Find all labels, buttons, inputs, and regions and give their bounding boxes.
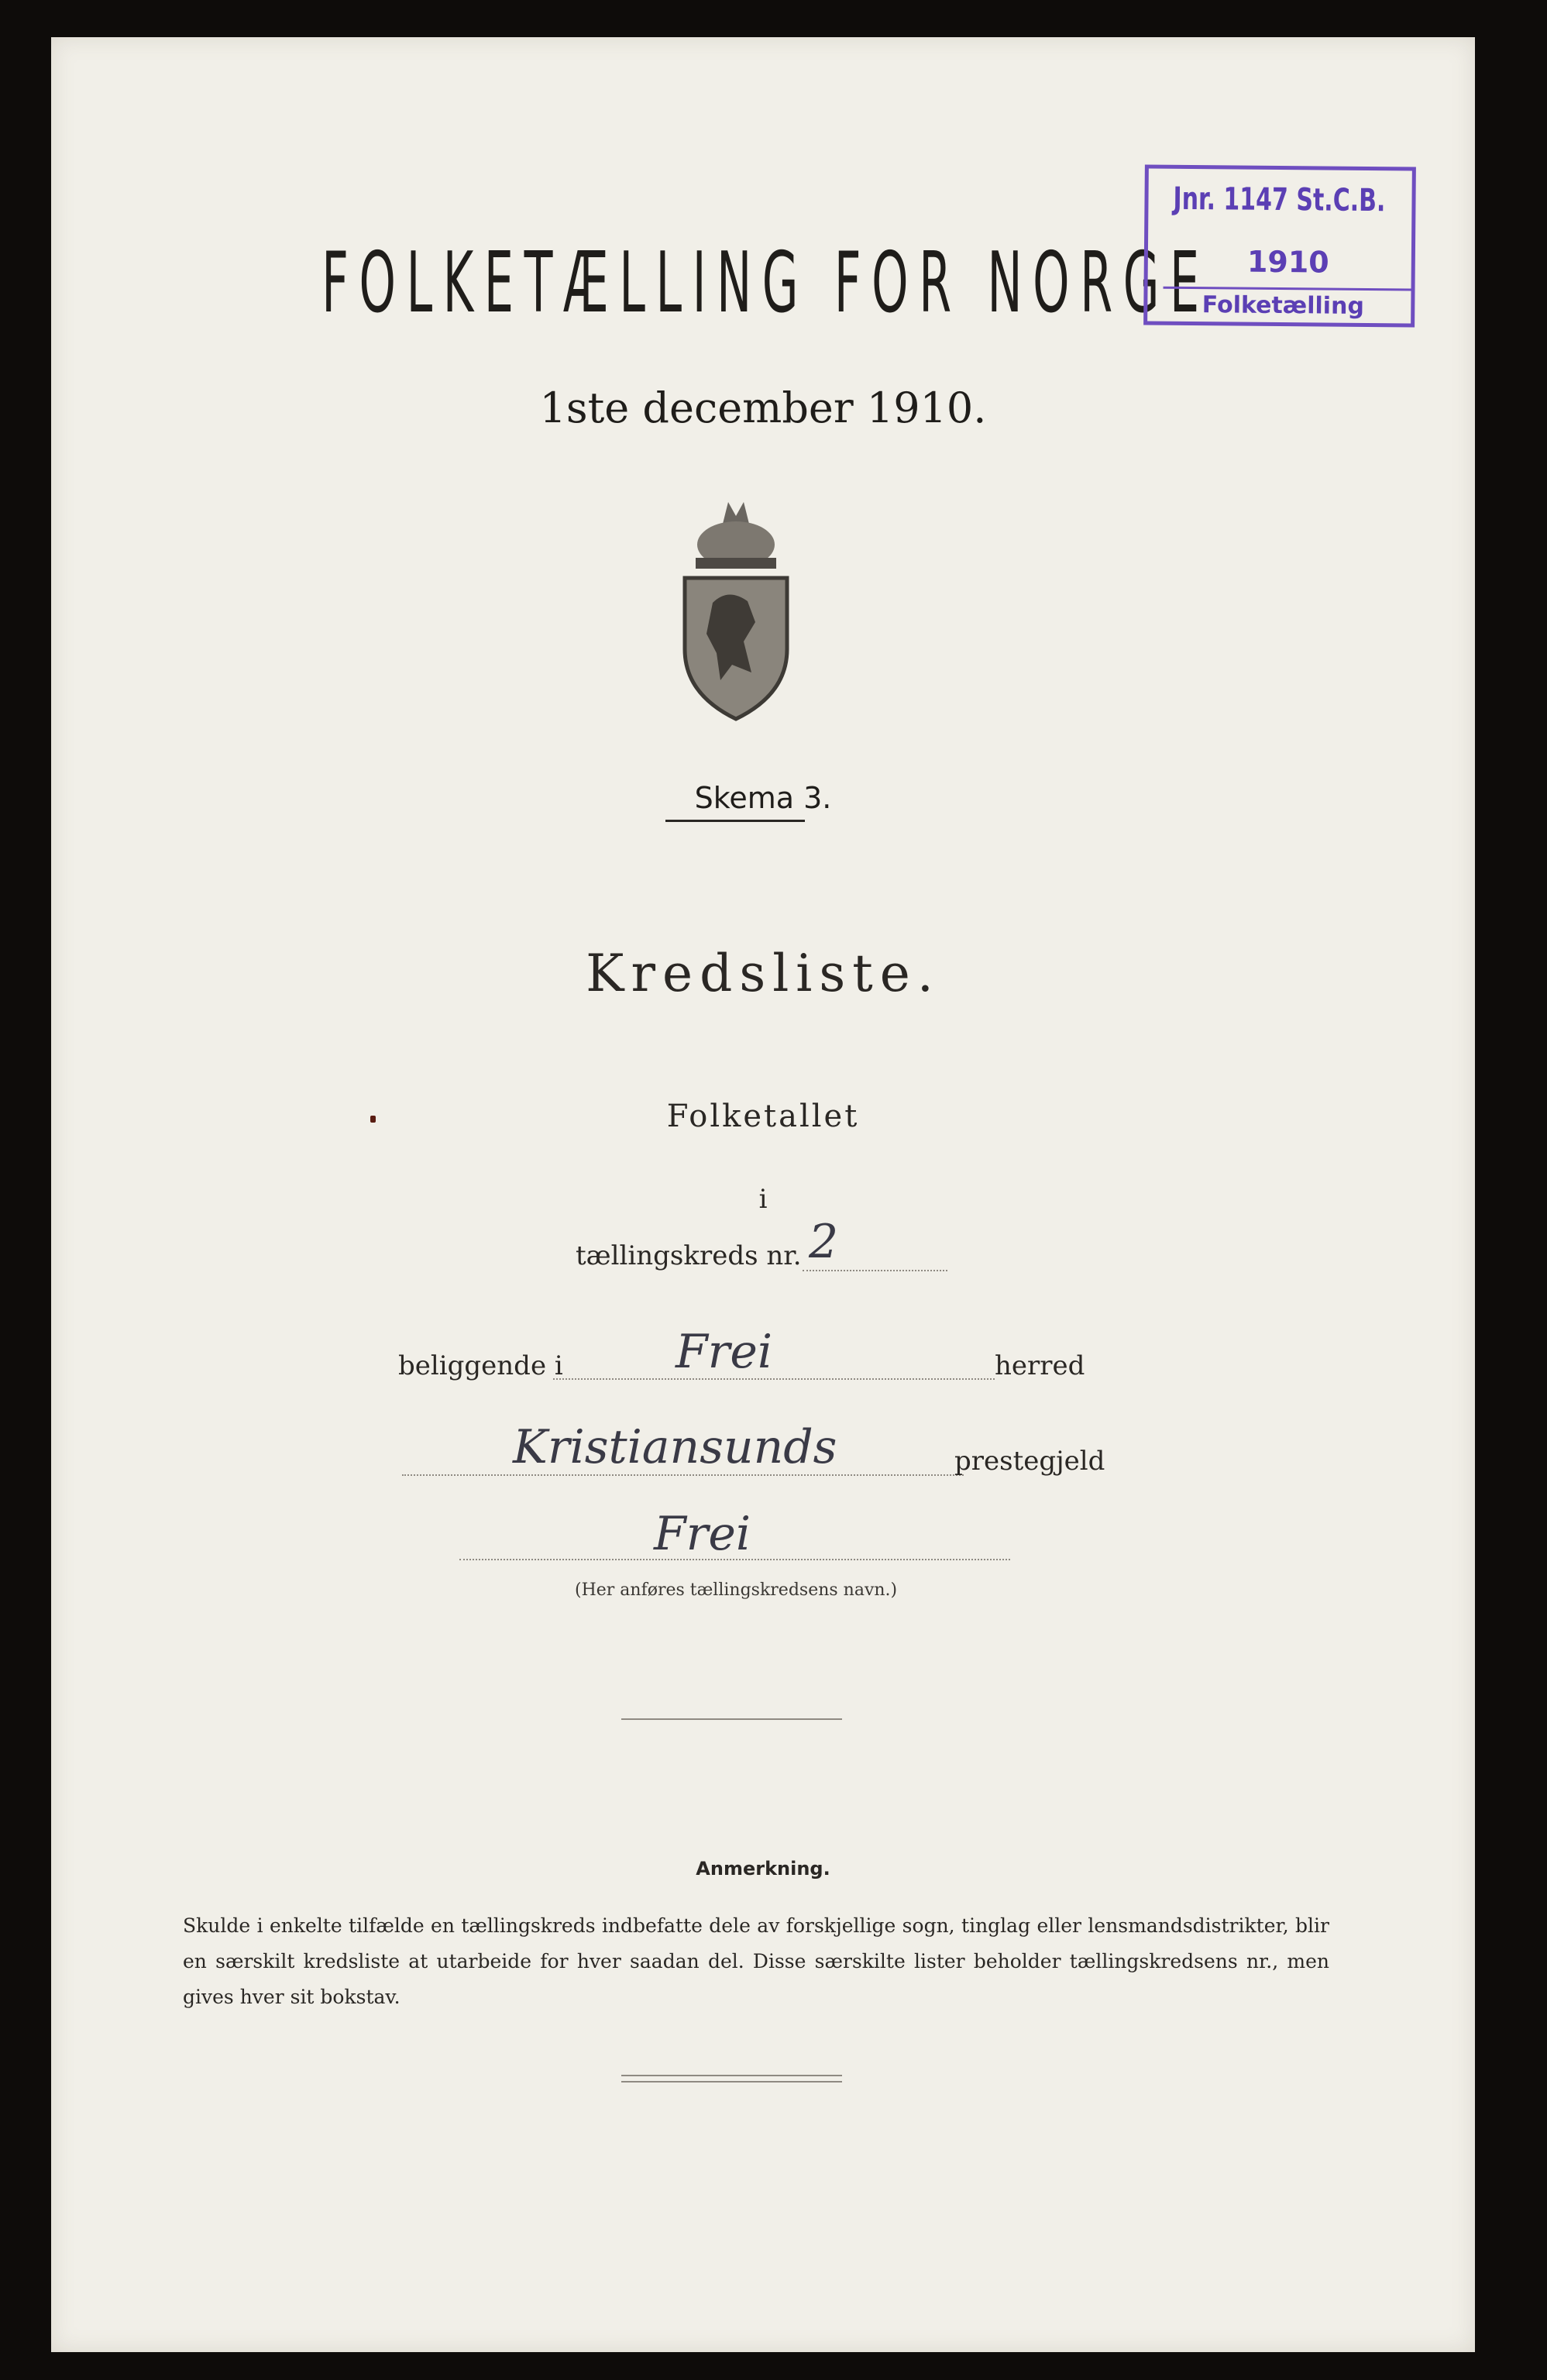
- coat-of-arms-icon: [674, 487, 798, 727]
- i-label: i: [758, 1184, 768, 1215]
- skema-number: Skema 3.: [694, 781, 832, 815]
- stamp-year: 1910: [1246, 244, 1329, 280]
- anmerkning-title: Anmerkning.: [696, 1858, 830, 1880]
- census-date: 1ste december 1910.: [539, 383, 987, 432]
- folketallet-label: Folketallet: [666, 1099, 860, 1134]
- beliggende-label: beliggende i: [398, 1350, 563, 1381]
- herred-label: herred: [995, 1350, 1085, 1381]
- stamp-reference: Jnr. 1147 St.C.B.: [1173, 181, 1386, 219]
- herred-value: Frei: [676, 1325, 773, 1379]
- kreds-dotted-line: [803, 1270, 947, 1271]
- form-title: FOLKETÆLLING FOR NORGE: [321, 235, 1210, 332]
- prestegjeld-dotted-line: [402, 1474, 964, 1476]
- kreds-navn-value: Frei: [654, 1507, 751, 1561]
- herred-dotted-line: [553, 1378, 995, 1380]
- ink-spot: [370, 1116, 376, 1123]
- anmerkning-text: Skulde i enkelte tilfælde en tællingskreds indbefatte dele av forskjellige sogn, tinglag eller lensmandsdistrikter, blir en særskilt kredsliste at utarbeide for hver saadan del. Disse særskilte lister beholder tællingskredsens nr., men gives hver sit bokstav.: [183, 1914, 1329, 2008]
- kreds-navn-note: (Her anføres tællingskredsens navn.): [575, 1580, 898, 1600]
- divider-upper: [621, 1718, 842, 1720]
- skema-underline: [665, 820, 805, 822]
- kreds-label: tællingskreds nr.: [576, 1240, 802, 1271]
- census-form-page: [51, 37, 1475, 2352]
- divider-lower-2: [621, 2081, 842, 2082]
- stamp-frame: [1164, 178, 1414, 291]
- form-heading: Kredsliste.: [586, 944, 940, 1003]
- kreds-number-value: 2: [809, 1215, 839, 1269]
- prestegjeld-value: Kristiansunds: [513, 1420, 837, 1474]
- divider-lower: [621, 2075, 842, 2076]
- stamp-name: Folketælling: [1202, 291, 1365, 320]
- prestegjeld-label: prestegjeld: [954, 1446, 1105, 1477]
- archive-stamp: [1143, 164, 1416, 327]
